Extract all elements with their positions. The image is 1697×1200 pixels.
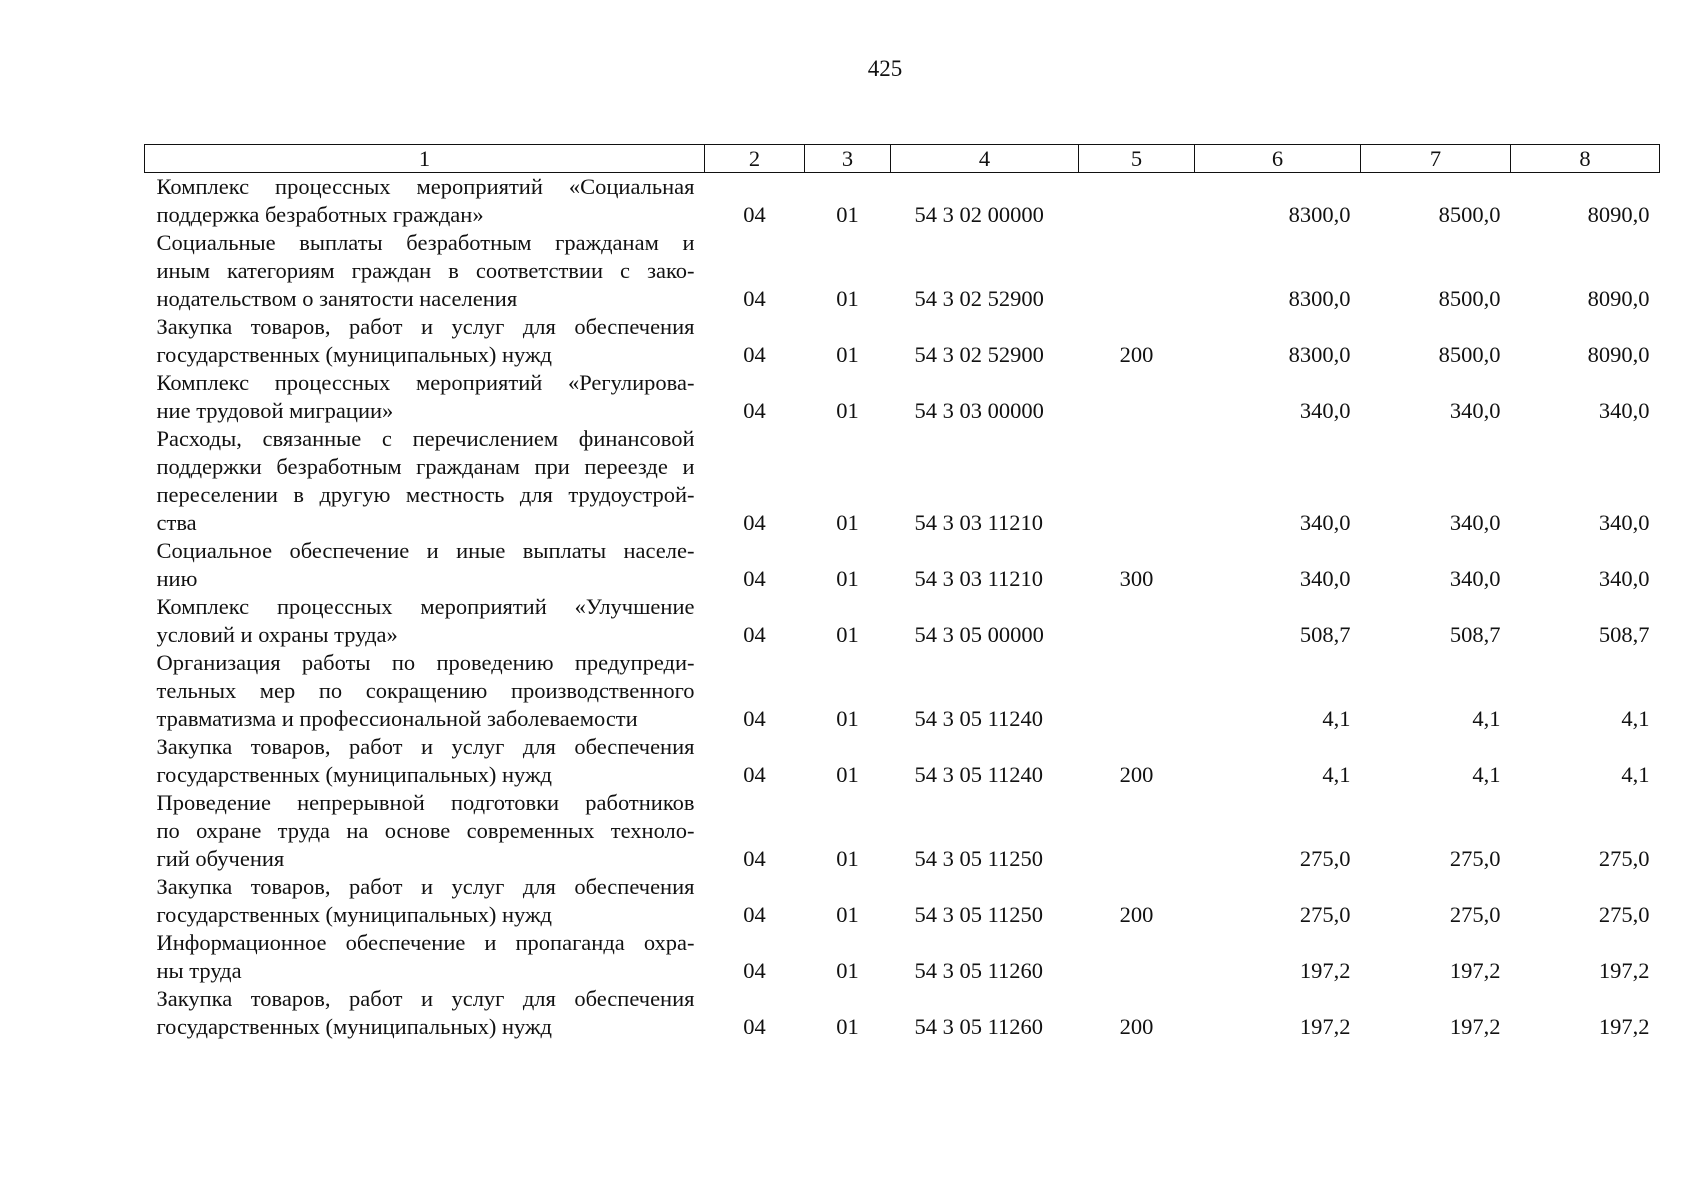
row-subsection-code: 01 [836,202,859,227]
table-row [145,425,1660,537]
row-expense-type [1079,369,1195,425]
row-value-8: 8090,0 [1587,342,1650,367]
row-value-7: 8500,0 [1438,342,1501,367]
row-name-line: Проведение непрерывной подготовки работников [156,790,695,815]
row-value-7: 340,0 [1449,398,1501,423]
row-section-code: 04 [743,1014,766,1039]
row-expense-type [1079,593,1195,649]
row-name-line: травматизма и профессиональной заболеваемости [156,706,638,731]
table-row [145,873,1660,929]
row-value-6: 275,0 [1299,846,1351,871]
row-target-article: 54 3 03 11210 [914,566,1044,591]
row-name [145,173,705,230]
row-target-article: 54 3 05 11250 [914,902,1044,927]
row-value-6: 340,0 [1299,566,1351,591]
row-section-code: 04 [743,958,766,983]
table-row [145,369,1660,425]
table-row [145,733,1660,789]
row-name-line: Закупка товаров, работ и услуг для обеспечения [156,874,695,899]
row-name-line: государственных (муниципальных) нужд [156,342,552,367]
row-target-article: 54 3 03 11210 [914,510,1044,535]
row-name [145,425,705,537]
row-target-article: 54 3 02 52900 [914,342,1044,367]
row-subsection-code: 01 [836,706,859,731]
row-expense-type [1079,929,1195,985]
row-value-8: 340,0 [1598,510,1650,535]
row-value-7: 508,7 [1449,622,1501,647]
row-name-line: Организация работы по проведению предупреди- [156,650,695,675]
row-section-code: 04 [743,202,766,227]
row-value-7: 4,1 [1472,706,1501,731]
column-header-4: 4 [891,145,1079,173]
table-header [145,145,1660,173]
row-subsection-code: 01 [836,566,859,591]
row-name-line: Социальное обеспечение и иные выплаты населе- [156,538,695,563]
column-header-1: 1 [145,145,705,173]
row-name-line: Информационное обеспечение и пропаганда охра- [156,930,695,955]
row-subsection-code: 01 [836,286,859,311]
row-section-code: 04 [743,510,766,535]
row-section-code: 04 [743,398,766,423]
row-name-line: переселении в другую местность для трудоустрой- [156,482,695,507]
column-header-7: 7 [1361,145,1511,173]
row-name [145,649,705,733]
row-name-line: иным категориям граждан в соответствии с зако- [156,258,695,283]
table-row [145,789,1660,873]
row-value-8: 340,0 [1598,398,1650,423]
row-expense-type: 200 [1119,1014,1154,1039]
row-subsection-code: 01 [836,342,859,367]
row-expense-type: 200 [1119,342,1154,367]
row-value-7: 275,0 [1449,902,1501,927]
row-name [145,789,705,873]
row-name-line: Социальные выплаты безработным гражданам и [156,230,695,255]
row-value-8: 4,1 [1621,762,1650,787]
row-name-line: поддержка безработных граждан» [156,202,484,227]
row-section-code: 04 [743,286,766,311]
row-name-line: Закупка товаров, работ и услуг для обеспечения [156,314,695,339]
row-subsection-code: 01 [836,510,859,535]
row-value-7: 197,2 [1449,958,1501,983]
column-header-5: 5 [1079,145,1195,173]
row-name-line: государственных (муниципальных) нужд [156,902,552,927]
row-subsection-code: 01 [836,958,859,983]
row-value-8: 197,2 [1598,1014,1650,1039]
row-name [145,985,705,1041]
row-value-6: 8300,0 [1288,202,1351,227]
row-expense-type [1079,425,1195,537]
row-value-8: 8090,0 [1587,286,1650,311]
row-value-6: 8300,0 [1288,342,1351,367]
row-name-line: ны труда [156,958,242,983]
table-row [145,593,1660,649]
row-value-6: 197,2 [1299,958,1351,983]
row-subsection-code: 01 [836,762,859,787]
row-expense-type [1079,173,1195,230]
row-name-line: тельных мер по сокращению производственного [156,678,695,703]
row-section-code: 04 [743,706,766,731]
row-value-6: 4,1 [1322,762,1351,787]
row-name-line: Комплекс процессных мероприятий «Регулирова- [156,370,695,395]
row-subsection-code: 01 [836,902,859,927]
row-name-line: Закупка товаров, работ и услуг для обеспечения [156,986,695,1011]
row-value-8: 4,1 [1621,706,1650,731]
row-name-line: нодательством о занятости населения [156,286,518,311]
row-name-line: поддержки безработным гражданам при переезде и [156,454,695,479]
row-value-7: 197,2 [1449,1014,1501,1039]
row-section-code: 04 [743,846,766,871]
row-target-article: 54 3 05 11250 [914,846,1044,871]
table-row [145,929,1660,985]
row-value-6: 340,0 [1299,510,1351,535]
table-row [145,537,1660,593]
row-target-article: 54 3 02 52900 [914,286,1044,311]
table-body [145,173,1660,1042]
row-name-line: Комплекс процессных мероприятий «Социальная [156,174,695,199]
row-value-6: 508,7 [1299,622,1351,647]
row-target-article: 54 3 05 00000 [914,622,1044,647]
row-section-code: 04 [743,762,766,787]
row-target-article: 54 3 05 11240 [914,706,1044,731]
row-name-line: государственных (муниципальных) нужд [156,1014,552,1039]
table-row [145,649,1660,733]
row-value-6: 8300,0 [1288,286,1351,311]
page-number: 425 [867,56,903,81]
column-header-2: 2 [705,145,805,173]
row-name [145,369,705,425]
row-expense-type: 200 [1119,762,1154,787]
row-value-8: 508,7 [1598,622,1650,647]
row-value-7: 275,0 [1449,846,1501,871]
row-name [145,537,705,593]
row-subsection-code: 01 [836,846,859,871]
row-name [145,873,705,929]
table-row [145,229,1660,313]
row-subsection-code: 01 [836,398,859,423]
row-name-line: Расходы, связанные с перечислением финансовой [156,426,695,451]
row-section-code: 04 [743,622,766,647]
row-name-line: государственных (муниципальных) нужд [156,762,552,787]
column-header-3: 3 [805,145,891,173]
row-name-line: условий и охраны труда» [156,622,398,647]
row-subsection-code: 01 [836,1014,859,1039]
row-expense-type [1079,789,1195,873]
table-row [145,985,1660,1041]
column-header-6: 6 [1195,145,1361,173]
row-name [145,733,705,789]
row-subsection-code: 01 [836,622,859,647]
row-value-8: 275,0 [1598,846,1650,871]
row-value-8: 340,0 [1598,566,1650,591]
row-value-7: 4,1 [1472,762,1501,787]
row-expense-type [1079,649,1195,733]
row-value-8: 8090,0 [1587,202,1650,227]
row-expense-type: 300 [1119,566,1154,591]
row-value-6: 4,1 [1322,706,1351,731]
row-name-line: по охране труда на основе современных техноло- [156,818,695,843]
row-expense-type: 200 [1119,902,1154,927]
row-name-line: гий обучения [156,846,285,871]
row-name-line: Закупка товаров, работ и услуг для обеспечения [156,734,695,759]
row-name [145,313,705,369]
row-name-line: Комплекс процессных мероприятий «Улучшение [156,594,695,619]
row-value-7: 8500,0 [1438,286,1501,311]
row-target-article: 54 3 05 11240 [914,762,1044,787]
row-name [145,929,705,985]
row-target-article: 54 3 05 11260 [914,958,1044,983]
row-target-article: 54 3 03 00000 [914,398,1044,423]
row-value-6: 340,0 [1299,398,1351,423]
header-row [145,145,1660,173]
row-value-7: 8500,0 [1438,202,1501,227]
budget-table [144,144,1660,1041]
row-name-line: ние трудовой миграции» [156,398,394,423]
table-row [145,313,1660,369]
row-target-article: 54 3 02 00000 [914,202,1044,227]
row-target-article: 54 3 05 11260 [914,1014,1044,1039]
table-row [145,173,1660,230]
row-name [145,229,705,313]
row-value-7: 340,0 [1449,566,1501,591]
row-name-line: ства [156,510,197,535]
row-value-8: 197,2 [1598,958,1650,983]
row-name [145,593,705,649]
row-value-8: 275,0 [1598,902,1650,927]
row-value-7: 340,0 [1449,510,1501,535]
row-section-code: 04 [743,902,766,927]
row-value-6: 197,2 [1299,1014,1351,1039]
row-name-line: нию [156,566,198,591]
row-expense-type [1079,229,1195,313]
column-header-8: 8 [1511,145,1660,173]
row-section-code: 04 [743,566,766,591]
row-value-6: 275,0 [1299,902,1351,927]
row-section-code: 04 [743,342,766,367]
